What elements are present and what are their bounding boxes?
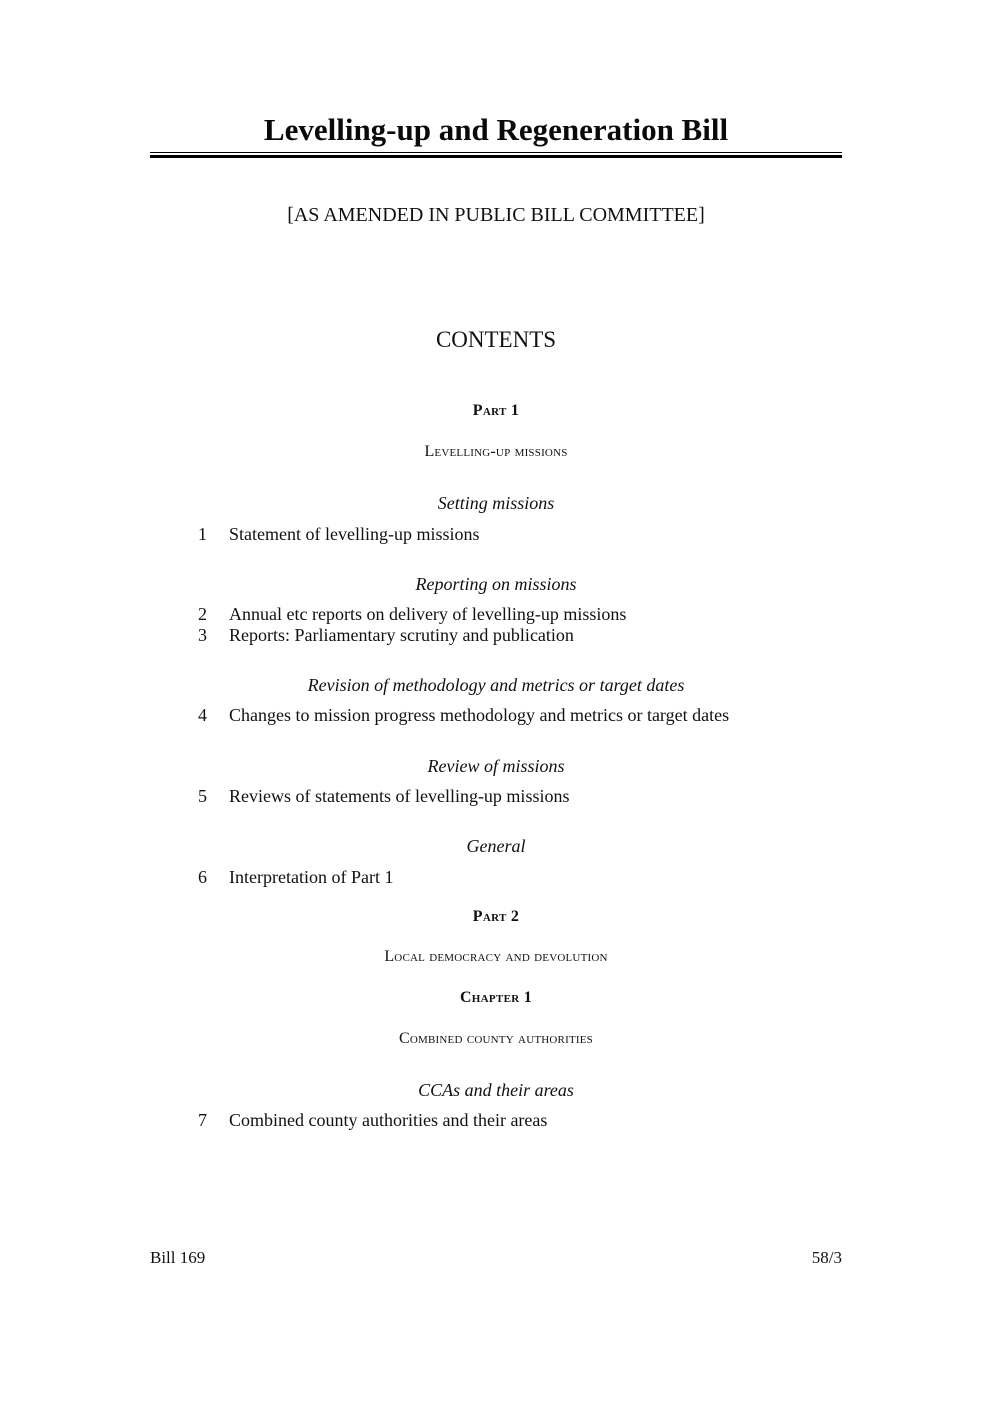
cross-heading-ccas: CCAs and their areas xyxy=(418,1080,574,1100)
title-rule-thin xyxy=(150,152,842,153)
clause-entry[interactable] xyxy=(198,603,848,625)
cross-heading-review-of-missions: Review of missions xyxy=(427,756,565,776)
clause-number: 1 xyxy=(198,524,207,544)
part-1-title: Levelling-up missions xyxy=(424,443,568,460)
clause-title: Interpretation of Part 1 xyxy=(229,867,394,887)
clause-number: 4 xyxy=(198,705,207,725)
part-2-title: Local democracy and devolution xyxy=(384,948,608,965)
clause-number: 7 xyxy=(198,1110,207,1130)
cross-heading-general: General xyxy=(466,836,526,856)
clause-entry[interactable] xyxy=(198,866,848,888)
clause-title: Annual etc reports on delivery of levelling-up missions xyxy=(229,604,627,624)
clause-title: Changes to mission progress methodology and metrics or target dates xyxy=(229,705,730,725)
bill-reference: 58/3 xyxy=(811,1248,842,1267)
cross-heading-setting-missions: Setting missions xyxy=(437,493,555,513)
chapter-1-heading: Chapter 1 xyxy=(459,989,533,1006)
clause-entry[interactable] xyxy=(198,523,848,545)
part-1-heading: Part 1 xyxy=(472,402,520,419)
clause-number: 6 xyxy=(198,867,207,887)
clause-entry[interactable] xyxy=(198,704,848,726)
bill-status: [AS AMENDED IN PUBLIC BILL COMMITTEE] xyxy=(287,204,705,226)
clause-number: 2 xyxy=(198,604,207,624)
cross-heading-reporting-on-missions: Reporting on missions xyxy=(415,574,577,594)
contents-heading: CONTENTS xyxy=(435,327,557,352)
clause-entry[interactable] xyxy=(198,1109,848,1131)
chapter-1-title: Combined county authorities xyxy=(399,1030,593,1047)
clause-title: Reviews of statements of levelling-up missions xyxy=(229,786,570,806)
cross-heading-revision: Revision of methodology and metrics or target dates xyxy=(307,675,685,695)
clause-title: Statement of levelling-up missions xyxy=(229,524,480,544)
clause-title: Combined county authorities and their areas xyxy=(229,1110,548,1130)
bill-title: Levelling-up and Regeneration Bill xyxy=(263,112,729,147)
clause-number: 5 xyxy=(198,786,207,806)
title-rule-thick xyxy=(150,155,842,158)
clause-title: Reports: Parliamentary scrutiny and publication xyxy=(229,625,574,645)
bill-number: Bill 169 xyxy=(150,1248,206,1267)
clause-entry[interactable] xyxy=(198,785,848,807)
clause-entry[interactable] xyxy=(198,624,848,646)
part-2-heading: Part 2 xyxy=(472,908,520,925)
clause-number: 3 xyxy=(198,625,207,645)
